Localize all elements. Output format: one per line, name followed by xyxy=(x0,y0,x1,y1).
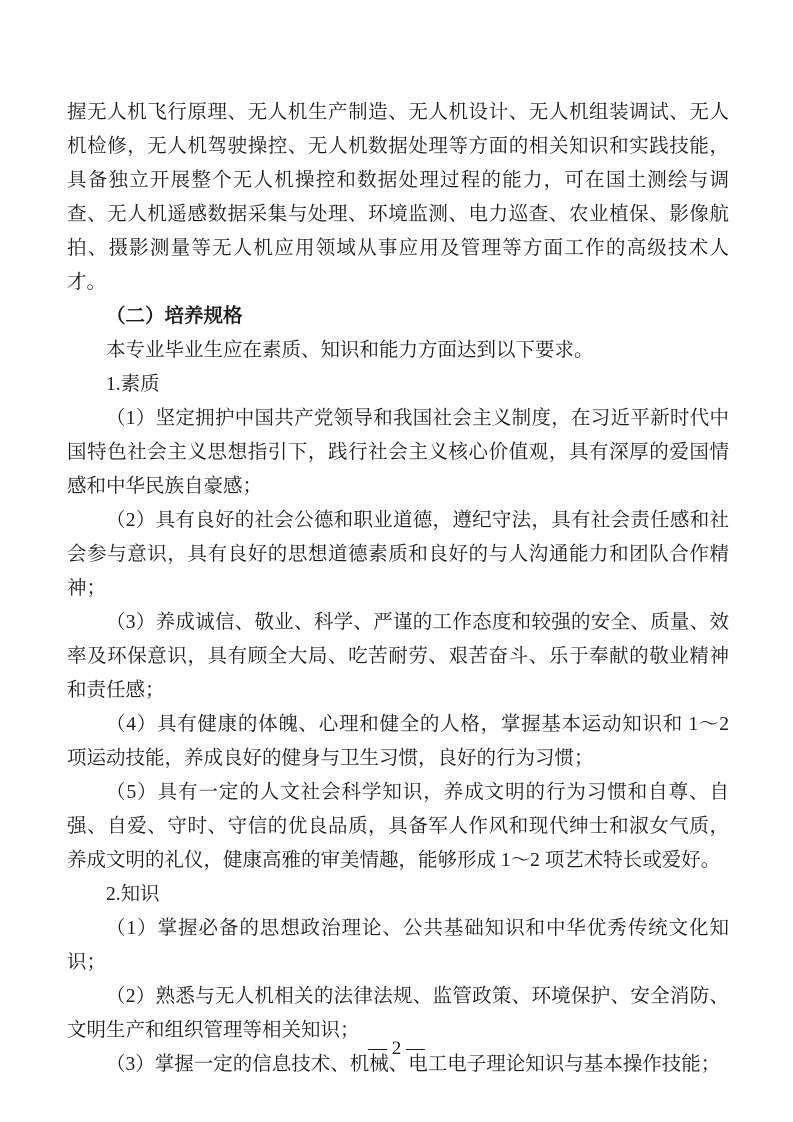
quality-item-2: （2）具有良好的社会公德和职业道德，遵纪守法，具有社会责任感和社会参与意识，具有良好的思想道德素质和良好的与人沟通能力和团队合作精神； xyxy=(67,510,729,599)
section-heading: （二）培养规格 xyxy=(106,306,243,327)
quality-item-3: （3）养成诚信、敬业、科学、严谨的工作态度和较强的安全、质量、效率及环保意识，具有顾全大局、吃苦耐劳、艰苦奋斗、乐于奉献的敬业精神和责任感； xyxy=(67,612,729,701)
knowledge-section-title: 2.知识 xyxy=(106,884,160,905)
page-number: — 2 — xyxy=(368,1038,425,1059)
quality-item-1: （1）坚定拥护中国共产党领导和我国社会主义制度，在习近平新时代中国特色社会主义思想指引下，践行社会主义核心价值观，具有深厚的爱国情感和中华民族自豪感； xyxy=(67,408,729,497)
quality-item-5: （5）具有一定的人文社会科学知识，养成文明的行为习惯和自尊、自强、自爱、守时、守信的优良品质，具备军人作风和现代绅士和淑女气质，养成文明的礼仪，健康高雅的审美情趣，能够形成 1～2 项艺术特长或爱好。 xyxy=(67,782,729,871)
knowledge-item-2: （2）熟悉与无人机相关的法律法规、监管政策、环境保护、安全消防、文明生产和组织管理等相关知识； xyxy=(67,986,729,1041)
knowledge-item-1: （1）掌握必备的思想政治理论、公共基础知识和中华优秀传统文化知识； xyxy=(67,918,729,973)
quality-item-4: （4）具有健康的体魄、心理和健全的人格，掌握基本运动知识和 1～2 项运动技能，养成良好的健身与卫生习惯，良好的行为习惯； xyxy=(67,714,729,769)
knowledge-item-3: （3）掌握一定的信息技术、机械、电工电子理论知识与基本操作技能； xyxy=(106,1054,721,1075)
continuation-paragraph: 握无人机飞行原理、无人机生产制造、无人机设计、无人机组装调试、无人机检修，无人机驾驶操控、无人机数据处理等方面的相关知识和实践技能，具备独立开展整个无人机操控和数据处理过程的能力，可在国土测绘与调查、无人机遥感数据采集与处理、环境监测、电力巡查、农业植保、影像航拍、摄影测量等无人机应用领域从事应用及管理等方面工作的高级技术人才。 xyxy=(67,102,729,293)
intro-paragraph: 本专业毕业生应在素质、知识和能力方面达到以下要求。 xyxy=(106,340,594,361)
page-content xyxy=(67,96,729,1082)
quality-section-title: 1.素质 xyxy=(106,374,160,395)
